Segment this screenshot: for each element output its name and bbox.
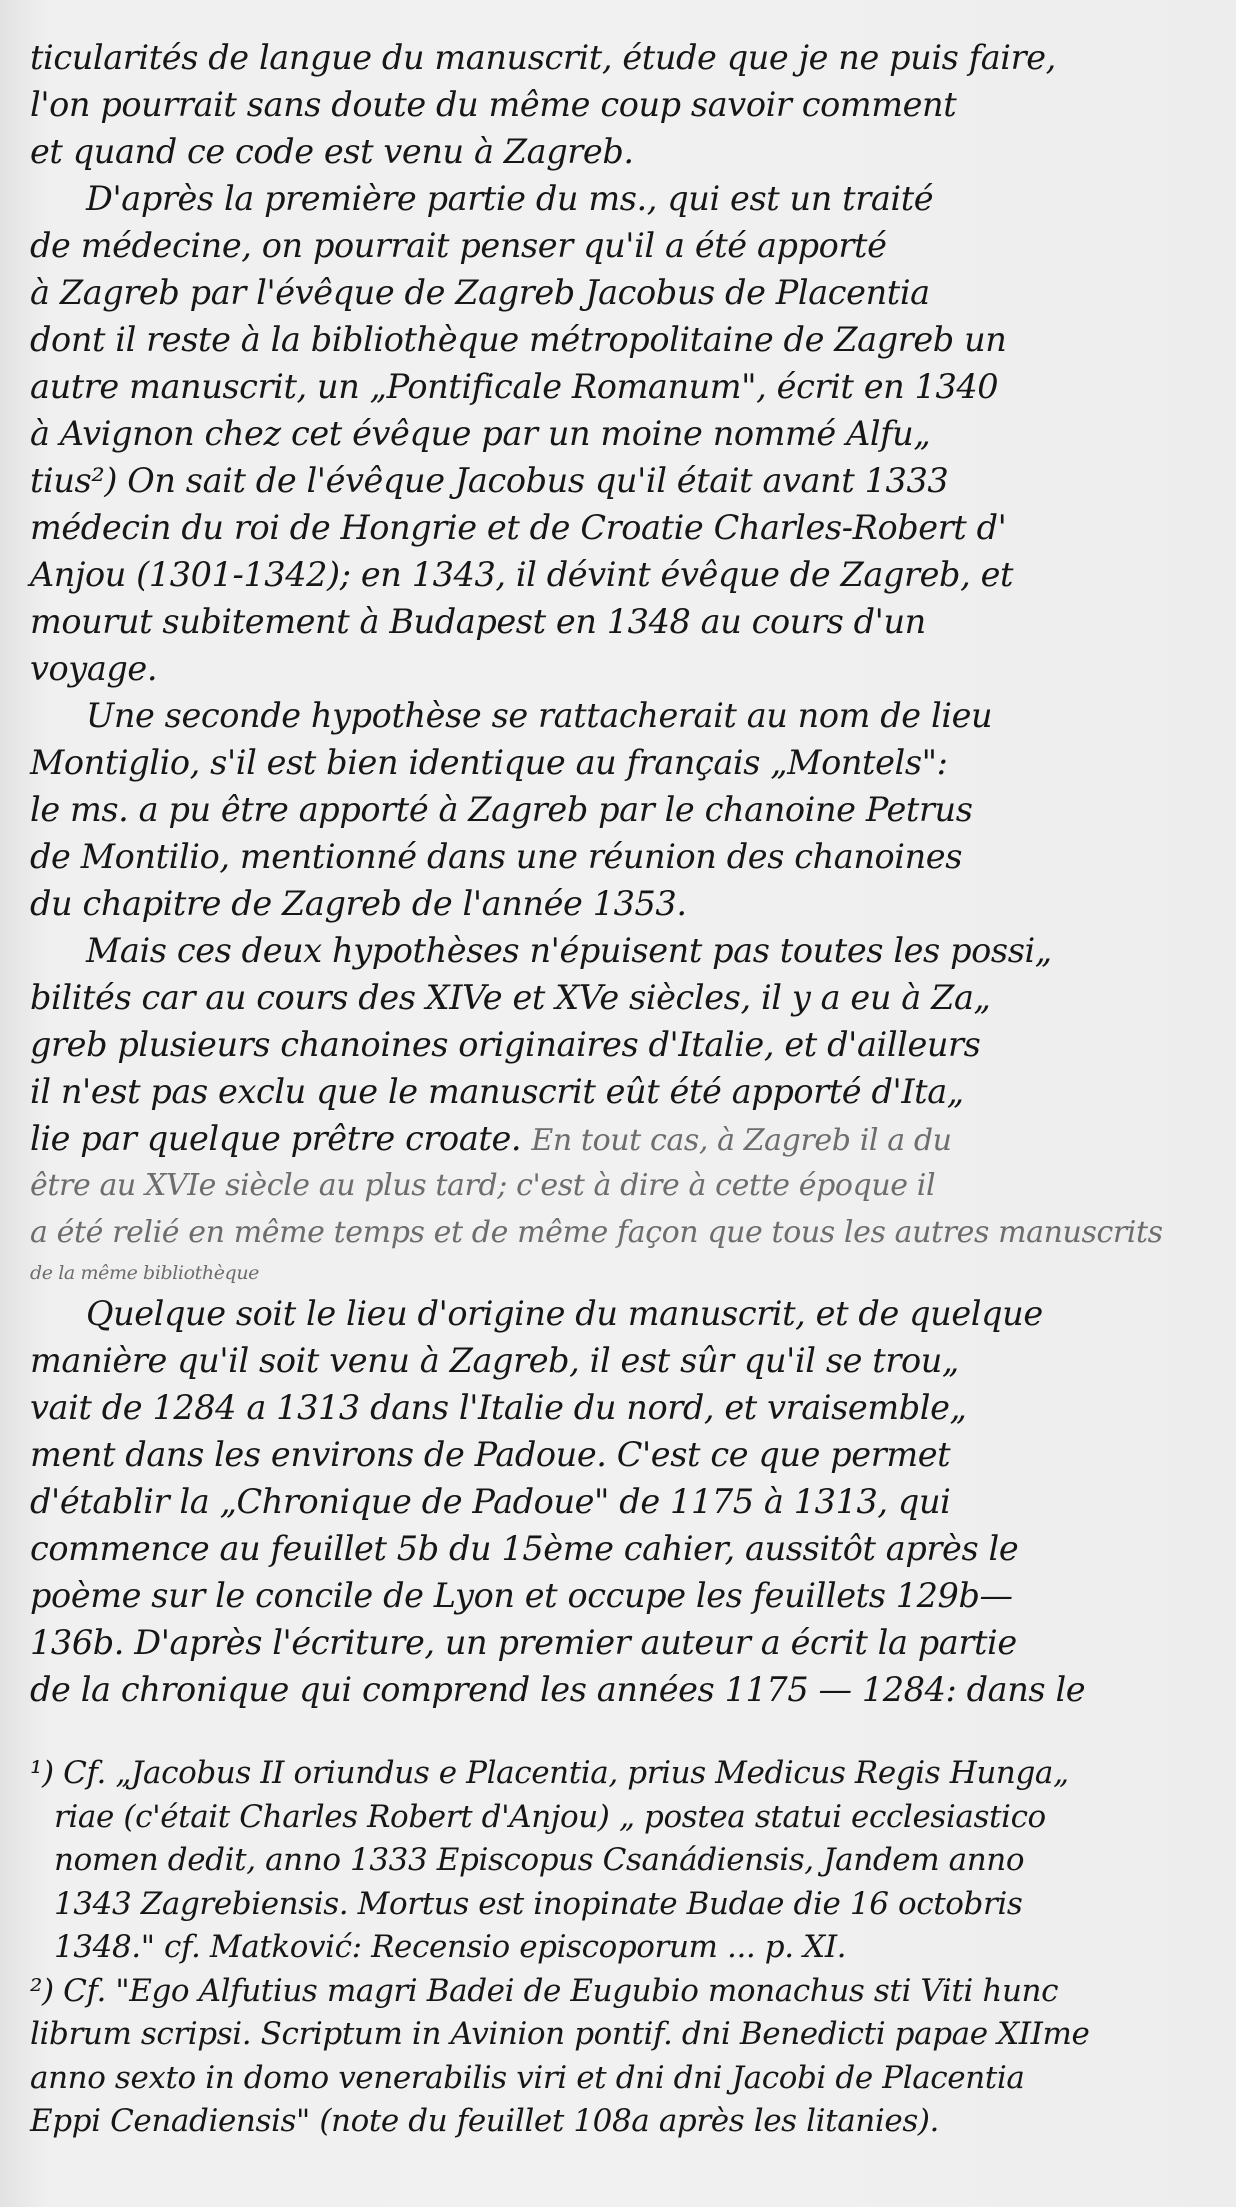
text-line: Anjou (1301-1342); en 1343, il dévint évêque de Zagreb, et xyxy=(30,555,1014,594)
text-line: de Montilio, mentionné dans une réunion des chanoines xyxy=(30,837,962,876)
text-line: du chapitre de Zagreb de l'année 1353. xyxy=(30,884,687,923)
pencil-annotation: de la même bibliothèque xyxy=(30,1262,260,1284)
text-segment: lie par quelque prêtre croate. xyxy=(30,1119,522,1158)
footnote-line: ²) Cf. "Ego Alfutius magri Badei de Eugubio monachus sti Viti hunc xyxy=(30,1972,1059,2009)
text-line: d'établir la „Chronique de Padoue" de 1175 à 1313, qui xyxy=(30,1482,951,1521)
text-line: poème sur le concile de Lyon et occupe les feuillets 129b— xyxy=(30,1576,1013,1615)
text-line: ticularités de langue du manuscrit, étude que je ne puis faire, xyxy=(30,38,1056,77)
text-line: greb plusieurs chanoines originaires d'Italie, et d'ailleurs xyxy=(30,1025,981,1064)
text-line-with-pencil xyxy=(30,1115,1210,1162)
text-line: de médecine, on pourrait penser qu'il a été apporté xyxy=(30,226,887,265)
text-line: l'on pourrait sans doute du même coup savoir comment xyxy=(30,85,957,124)
text-line: ment dans les environs de Padoue. C'est ce que permet xyxy=(30,1435,951,1474)
text-line: à Zagreb par l'évêque de Zagreb Jacobus de Placentia xyxy=(30,273,930,312)
pencil-annotation: a été relié en même temps et de même façon que tous les autres manuscrits xyxy=(30,1215,1163,1250)
footnote-line: anno sexto in domo venerabilis viri et dni dni Jacobi de Placentia xyxy=(30,2059,1025,2096)
footnote-line: librum scripsi. Scriptum in Avinion pontif. dni Benedicti papae XIIme xyxy=(30,2016,1090,2052)
text-line: Montiglio, s'il est bien identique au français „Montels": xyxy=(30,743,948,782)
text-line: dont il reste à la bibliothèque métropolitaine de Zagreb un xyxy=(30,320,1007,359)
text-line: vait de 1284 a 1313 dans l'Italie du nord, et vraisemble„ xyxy=(30,1388,967,1427)
footnote-line: 1348." cf. Matković: Recensio episcoporum ... p. XI. xyxy=(54,1929,847,1965)
footnote-line: nomen dedit, anno 1333 Episcopus Csanádiensis, Jandem anno xyxy=(54,1842,1025,1878)
pencil-annotation: être au XVIe siècle au plus tard; c'est à dire à cette époque il xyxy=(30,1168,936,1203)
text-line: mourut subitement à Budapest en 1348 au cours d'un xyxy=(30,602,926,641)
text-line: médecin du roi de Hongrie et de Croatie Charles-Robert d' xyxy=(30,508,1007,547)
footnote-line: riae (c'était Charles Robert d'Anjou) „ postea statui ecclesiastico xyxy=(54,1798,1046,1835)
text-line: voyage. xyxy=(30,649,158,688)
text-line: Mais ces deux hypothèses n'épuisent pas toutes les possi„ xyxy=(86,931,1052,970)
text-line: bilités car au cours des XIVe et XVe siècles, il y a eu à Za„ xyxy=(30,978,991,1017)
main-text xyxy=(30,34,1210,1713)
text-line: il n'est pas exclu que le manuscrit eût été apporté d'Ita„ xyxy=(30,1072,964,1111)
pencil-annotation: En tout cas, à Zagreb il a du xyxy=(531,1123,952,1158)
text-line: Quelque soit le lieu d'origine du manuscrit, et de quelque xyxy=(86,1294,1043,1333)
text-line: le ms. a pu être apporté à Zagreb par le chanoine Petrus xyxy=(30,790,973,829)
text-line: autre manuscrit, un „Pontificale Romanum", écrit en 1340 xyxy=(30,367,999,406)
text-line: D'après la première partie du ms., qui est un traité xyxy=(86,179,934,218)
text-line: tius²) On sait de l'évêque Jacobus qu'il était avant 1333 xyxy=(30,461,949,500)
text-line: 136b. D'après l'écriture, un premier auteur a écrit la partie xyxy=(30,1623,1017,1662)
footnote-line: ¹) Cf. „Jacobus II oriundus e Placentia, prius Medicus Regis Hunga„ xyxy=(30,1755,1069,1791)
text-line: de la chronique qui comprend les années 1175 — 1284: dans le xyxy=(30,1670,1086,1709)
footnote-line: Eppi Cenadiensis" (note du feuillet 108a après les litanies). xyxy=(30,2103,939,2139)
text-line: manière qu'il soit venu à Zagreb, il est sûr qu'il se trou„ xyxy=(30,1341,959,1380)
text-line: Une seconde hypothèse se rattacherait au nom de lieu xyxy=(86,696,993,735)
text-line: commence au feuillet 5b du 15ème cahier, aussitôt après le xyxy=(30,1529,1019,1568)
text-line: à Avignon chez cet évêque par un moine nommé Alfu„ xyxy=(30,414,931,453)
footnotes xyxy=(30,1752,1210,2144)
text-line: et quand ce code est venu à Zagreb. xyxy=(30,132,634,171)
footnote-line: 1343 Zagrebiensis. Mortus est inopinate Budae die 16 octobris xyxy=(54,1885,1023,1922)
